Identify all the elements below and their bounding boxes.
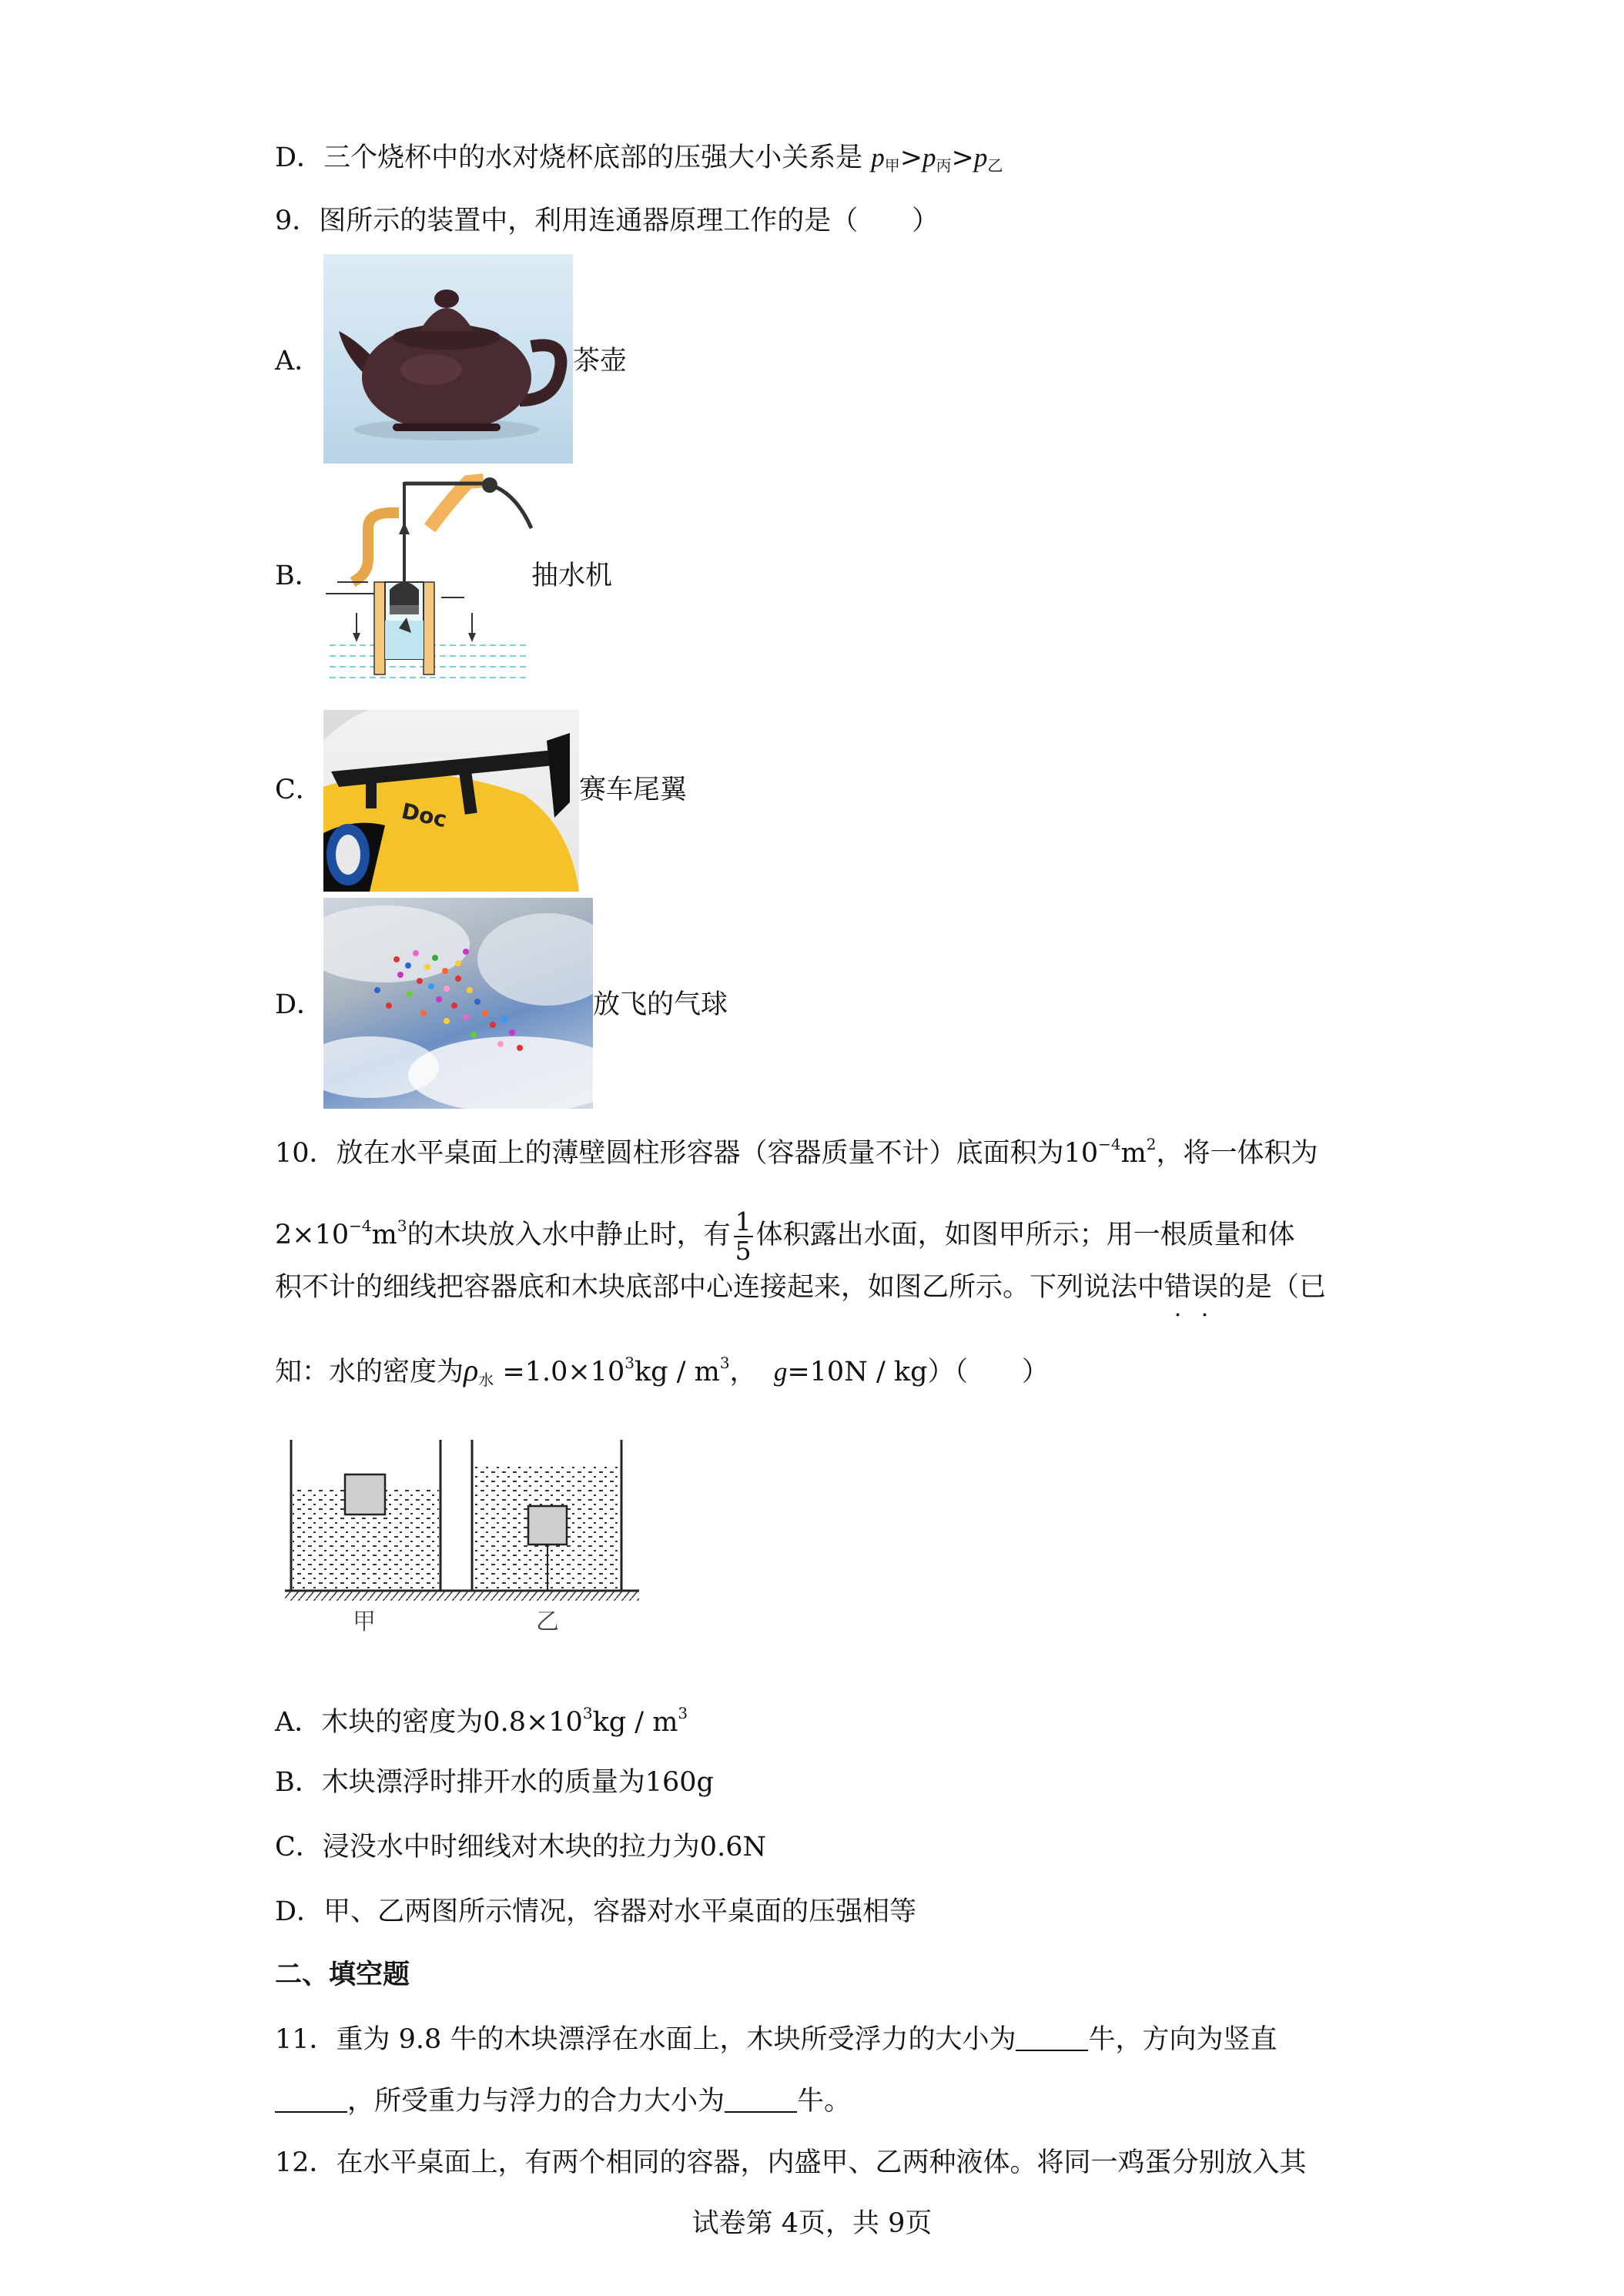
q10-num: 2×10: [275, 1220, 350, 1250]
q10-text: 的是（已: [1218, 1272, 1327, 1303]
q10-option-c: [275, 1829, 766, 1865]
var-p: p: [973, 142, 988, 172]
svg-text:Doc: Doc: [399, 798, 450, 833]
q12-line-1: 12．在水平桌面上，有两个相同的容器，内盛甲、乙两种液体。将同一鸡蛋分别放入其: [275, 2147, 1307, 2178]
answer-blank: [725, 2088, 797, 2113]
var-g: g: [773, 1357, 788, 1387]
fraction-one-fifth: [734, 1208, 753, 1265]
sub-yi: 乙: [987, 156, 1003, 175]
q10-option-a-unit: kg / m: [592, 1707, 678, 1738]
q9-option-a-text: 茶壶: [573, 346, 628, 377]
q11-text: ，所受重力与浮力的合力大小为: [347, 2086, 725, 2117]
q10-unit: kg / m: [634, 1357, 720, 1387]
q10-line-3: [275, 1270, 1326, 1305]
q9-option-c-label: C．: [275, 775, 323, 805]
q10-sup: −4: [1098, 1135, 1121, 1153]
q10-text: 的木块放入水中静止时，有: [407, 1220, 731, 1250]
page-footer: 试卷第 4页，共 9页: [691, 2208, 933, 2239]
emphasis-cuo: 错: [1164, 1272, 1192, 1303]
q10-text: ，: [729, 1357, 757, 1387]
containers-figure: [285, 1432, 639, 1632]
q10-option-d: [275, 1894, 916, 1930]
q11-text: 11．重为 9.8 牛的木块漂浮在水面上，木块所受浮力的大小为: [275, 2024, 1016, 2055]
figure-label-jia: 甲: [353, 1608, 376, 1635]
q10-unit: m: [1120, 1138, 1147, 1169]
figure-label-yi: 乙: [536, 1608, 559, 1635]
var-rho: ρ: [464, 1353, 479, 1387]
q10-sup: 3: [678, 1704, 688, 1722]
sub-bing: 丙: [936, 156, 952, 175]
q10-option-b-value: 160g: [645, 1767, 714, 1798]
sub-jia: 甲: [884, 156, 900, 175]
q11-text: 牛，方向为竖直: [1088, 2024, 1277, 2055]
q10-text: 积不计的细线把容器底和木块底部中心连接起来，如图乙所示。下列说法中: [275, 1272, 1165, 1303]
q8-option-d-label: D．: [275, 142, 324, 173]
q10-line-1: [275, 1126, 1318, 1171]
q8-option-d: [275, 140, 1003, 183]
water-pump-diagram: [322, 467, 533, 682]
emphasis-wu: 误: [1191, 1272, 1219, 1303]
q10-sup: 3: [397, 1217, 407, 1235]
q10-option-c-label: C．: [275, 1832, 323, 1863]
q10-num: 10: [1063, 1138, 1099, 1169]
q9-option-b-text: 抽水机: [531, 561, 613, 591]
q10-option-c-value: 0.6N: [699, 1832, 767, 1863]
q8-option-d-text: 三个烧杯中的水对烧杯底部的压强大小关系是: [323, 142, 863, 173]
answer-blank: [1016, 2027, 1088, 2051]
q9-option-b-label: B．: [275, 561, 322, 591]
q10-option-a-text: 木块的密度为: [321, 1707, 484, 1738]
q10-text: 知：水的密度为: [275, 1357, 464, 1387]
q10-num: =10N / kg: [787, 1357, 928, 1387]
balloons-image: [323, 898, 593, 1109]
q11-line-1: [275, 2022, 1277, 2057]
section-title: 二、填空题: [275, 1960, 410, 1990]
q10-line-2: [275, 1198, 1295, 1265]
fraction-denominator: 5: [735, 1235, 752, 1266]
q10-option-a-value: 0.8×10: [483, 1707, 583, 1738]
q11-line-2: [275, 2083, 851, 2119]
q10-option-d-label: D．: [275, 1896, 324, 1927]
q10-sup: 3: [582, 1704, 593, 1722]
q10-sup: 2: [1146, 1135, 1157, 1153]
q10-option-a-label: A．: [275, 1707, 322, 1738]
q9-stem: 9．图所示的装置中，利用连通器原理工作的是（ ）: [275, 206, 939, 236]
q10-sup: 3: [624, 1354, 635, 1372]
q10-line-4: [275, 1345, 1049, 1397]
q10-option-b-label: B．: [275, 1767, 322, 1798]
var-p: p: [922, 142, 936, 172]
q10-text: ）（ ）: [927, 1357, 1049, 1387]
q10-text: 体积露出水面，如图甲所示；用一根质量和体: [755, 1220, 1295, 1250]
q10-option-b: [275, 1765, 714, 1800]
var-p: p: [871, 142, 885, 172]
fraction-numerator: 1: [735, 1206, 752, 1237]
q10-text: 10．放在水平桌面上的薄壁圆柱形容器（容器质量不计）底面积为: [275, 1138, 1064, 1169]
q9-option-d-label: D．: [275, 989, 324, 1020]
q9-option-d-text: 放飞的气球: [593, 989, 728, 1020]
q10-unit: m: [371, 1220, 397, 1250]
teapot-image: [323, 254, 573, 464]
q10-num: =1.0×10: [502, 1357, 625, 1387]
q10-option-a: [275, 1695, 688, 1740]
q10-option-d-text: 甲、乙两图所示情况，容器对水平桌面的压强相等: [323, 1896, 917, 1927]
gt-sign: >: [899, 142, 923, 173]
q10-option-c-text: 浸没水中时细线对木块的拉力为: [322, 1832, 700, 1863]
answer-blank: [275, 2088, 347, 2113]
q9-option-c-text: 赛车尾翼: [579, 775, 688, 805]
q10-sup: 3: [719, 1354, 730, 1372]
q10-text: ，将一体积为: [1156, 1138, 1318, 1169]
q10-sup: −4: [349, 1217, 372, 1235]
gt-sign: >: [951, 142, 974, 173]
spoiler-image: [323, 710, 579, 892]
q9-option-a-label: A．: [275, 346, 322, 377]
q10-option-b-text: 木块漂浮时排开水的质量为: [321, 1767, 645, 1798]
q11-text: 牛。: [797, 2086, 852, 2117]
sub-shui: 水: [478, 1371, 494, 1389]
